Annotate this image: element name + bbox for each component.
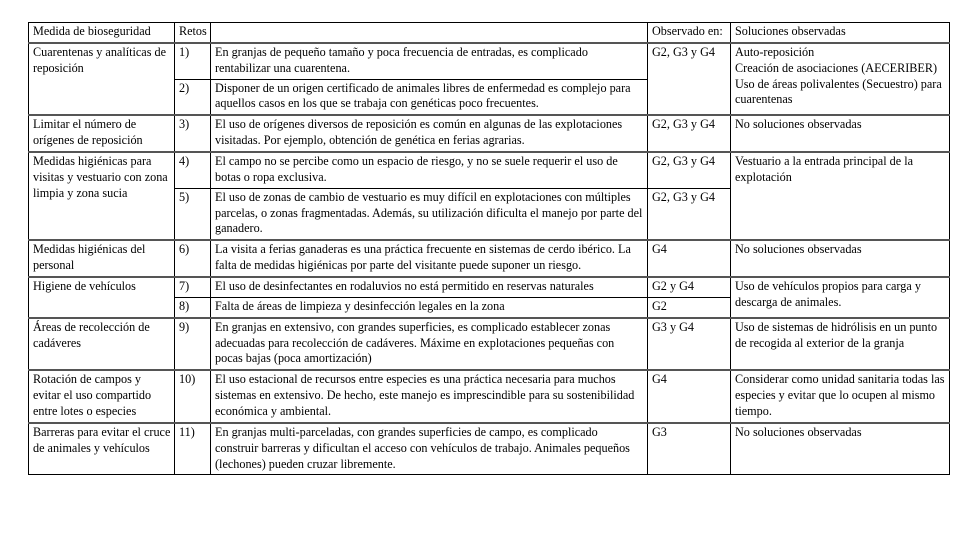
table-row	[29, 277, 950, 297]
cell-observed-in: G2 y G4	[648, 277, 731, 297]
biosecurity-table	[28, 22, 950, 475]
cell-observed-in: G2, G3 y G4	[648, 152, 731, 188]
cell-solutions: No soluciones observadas	[731, 240, 950, 277]
cell-challenge-number: 3)	[175, 115, 211, 152]
cell-solutions: Uso de vehículos propios para carga y descarga de animales.	[731, 277, 950, 318]
header-observed-in: Observado en:	[648, 23, 731, 43]
cell-challenge-number: 4)	[175, 152, 211, 188]
header-row	[29, 23, 950, 43]
table-header	[29, 23, 950, 43]
cell-measure: Higiene de vehículos	[29, 277, 175, 318]
table-row	[29, 240, 950, 277]
cell-challenge-text: El uso de desinfectantes en rodaluvios no está permitido en reservas naturales	[211, 277, 648, 297]
table-body	[29, 43, 950, 475]
table-row	[29, 370, 950, 423]
cell-challenge-text: Falta de áreas de limpieza y desinfección legales en la zona	[211, 297, 648, 317]
cell-challenge-number: 2)	[175, 79, 211, 115]
cell-observed-in: G2	[648, 297, 731, 317]
header-solutions: Soluciones observadas	[731, 23, 950, 43]
cell-challenge-number: 8)	[175, 297, 211, 317]
cell-challenge-text: El uso de orígenes diversos de reposición es común en algunas de las explotaciones visitadas. Por ejemplo, obtención de genética en ferias agrarias.	[211, 115, 648, 152]
table-row	[29, 43, 950, 79]
cell-challenge-text: El uso de zonas de cambio de vestuario es muy difícil en explotaciones con múltiples parcelas, o zonas fragmentadas. Además, su utilización dificulta el manejo por parte del ganadero.	[211, 188, 648, 240]
cell-challenge-text: Disponer de un origen certificado de animales libres de enfermedad es complejo para aquellos casos en los que se trabaja con genéticas poco frecuentes.	[211, 79, 648, 115]
cell-challenge-text: El campo no se percibe como un espacio de riesgo, y no se suele requerir el uso de botas o ropa exclusiva.	[211, 152, 648, 188]
cell-challenge-number: 9)	[175, 318, 211, 371]
cell-solutions: Considerar como unidad sanitaria todas las especies y evitar que lo ocupen al mismo tiempo.	[731, 370, 950, 423]
header-measure: Medida de bioseguridad	[29, 23, 175, 43]
cell-challenge-number: 10)	[175, 370, 211, 423]
cell-challenge-text: En granjas multi-parceladas, con grandes superficies de campo, es complicado construir barreras y dificultan el acceso con vehículos de trabajo. Animales pequeños (lechones) pueden cruzar libremente.	[211, 423, 648, 475]
cell-solutions: Auto-reposición Creación de asociaciones (AECERIBER) Uso de áreas polivalentes (Secuestro) para cuarentenas	[731, 43, 950, 115]
table-row	[29, 115, 950, 152]
cell-challenge-number: 5)	[175, 188, 211, 240]
cell-measure: Medidas higiénicas para visitas y vestuario con zona limpia y zona sucia	[29, 152, 175, 240]
cell-solutions: No soluciones observadas	[731, 115, 950, 152]
cell-challenge-number: 11)	[175, 423, 211, 475]
cell-challenge-text: En granjas de pequeño tamaño y poca frecuencia de entradas, es complicado rentabilizar una cuarentena.	[211, 43, 648, 79]
cell-solutions: No soluciones observadas	[731, 423, 950, 475]
cell-measure: Cuarentenas y analíticas de reposición	[29, 43, 175, 115]
table-row	[29, 423, 950, 475]
header-challenges-spacer	[211, 23, 648, 43]
cell-challenge-number: 6)	[175, 240, 211, 277]
cell-challenge-number: 1)	[175, 43, 211, 79]
cell-challenge-text: La visita a ferias ganaderas es una práctica frecuente en sistemas de cerdo ibérico. La falta de medidas higiénicas por parte del visitante puede suponer un riesgo.	[211, 240, 648, 277]
cell-measure: Áreas de recolección de cadáveres	[29, 318, 175, 371]
cell-measure: Barreras para evitar el cruce de animales y vehículos	[29, 423, 175, 475]
cell-observed-in: G3 y G4	[648, 318, 731, 371]
table-row	[29, 152, 950, 188]
cell-measure: Limitar el número de orígenes de reposición	[29, 115, 175, 152]
cell-challenge-text: El uso estacional de recursos entre especies es una práctica necesaria para muchos sistemas en extensivo. De hecho, este manejo es imprescindible para su sostenibilidad económica y ambiental.	[211, 370, 648, 423]
cell-observed-in: G2, G3 y G4	[648, 188, 731, 240]
cell-measure: Medidas higiénicas del personal	[29, 240, 175, 277]
cell-observed-in: G2, G3 y G4	[648, 43, 731, 115]
cell-observed-in: G4	[648, 240, 731, 277]
table-row	[29, 318, 950, 371]
cell-measure: Rotación de campos y evitar el uso compartido entre lotes o especies	[29, 370, 175, 423]
cell-challenge-number: 7)	[175, 277, 211, 297]
header-challenges: Retos	[175, 23, 211, 43]
cell-challenge-text: En granjas en extensivo, con grandes superficies, es complicado establecer zonas adecuadas para recolección de cadáveres. Máxime en explotaciones pequeñas con pocas bajas (poca amortización)	[211, 318, 648, 371]
cell-observed-in: G2, G3 y G4	[648, 115, 731, 152]
cell-observed-in: G4	[648, 370, 731, 423]
cell-solutions: Uso de sistemas de hidrólisis en un punto de recogida al exterior de la granja	[731, 318, 950, 371]
cell-solutions: Vestuario a la entrada principal de la explotación	[731, 152, 950, 240]
cell-observed-in: G3	[648, 423, 731, 475]
